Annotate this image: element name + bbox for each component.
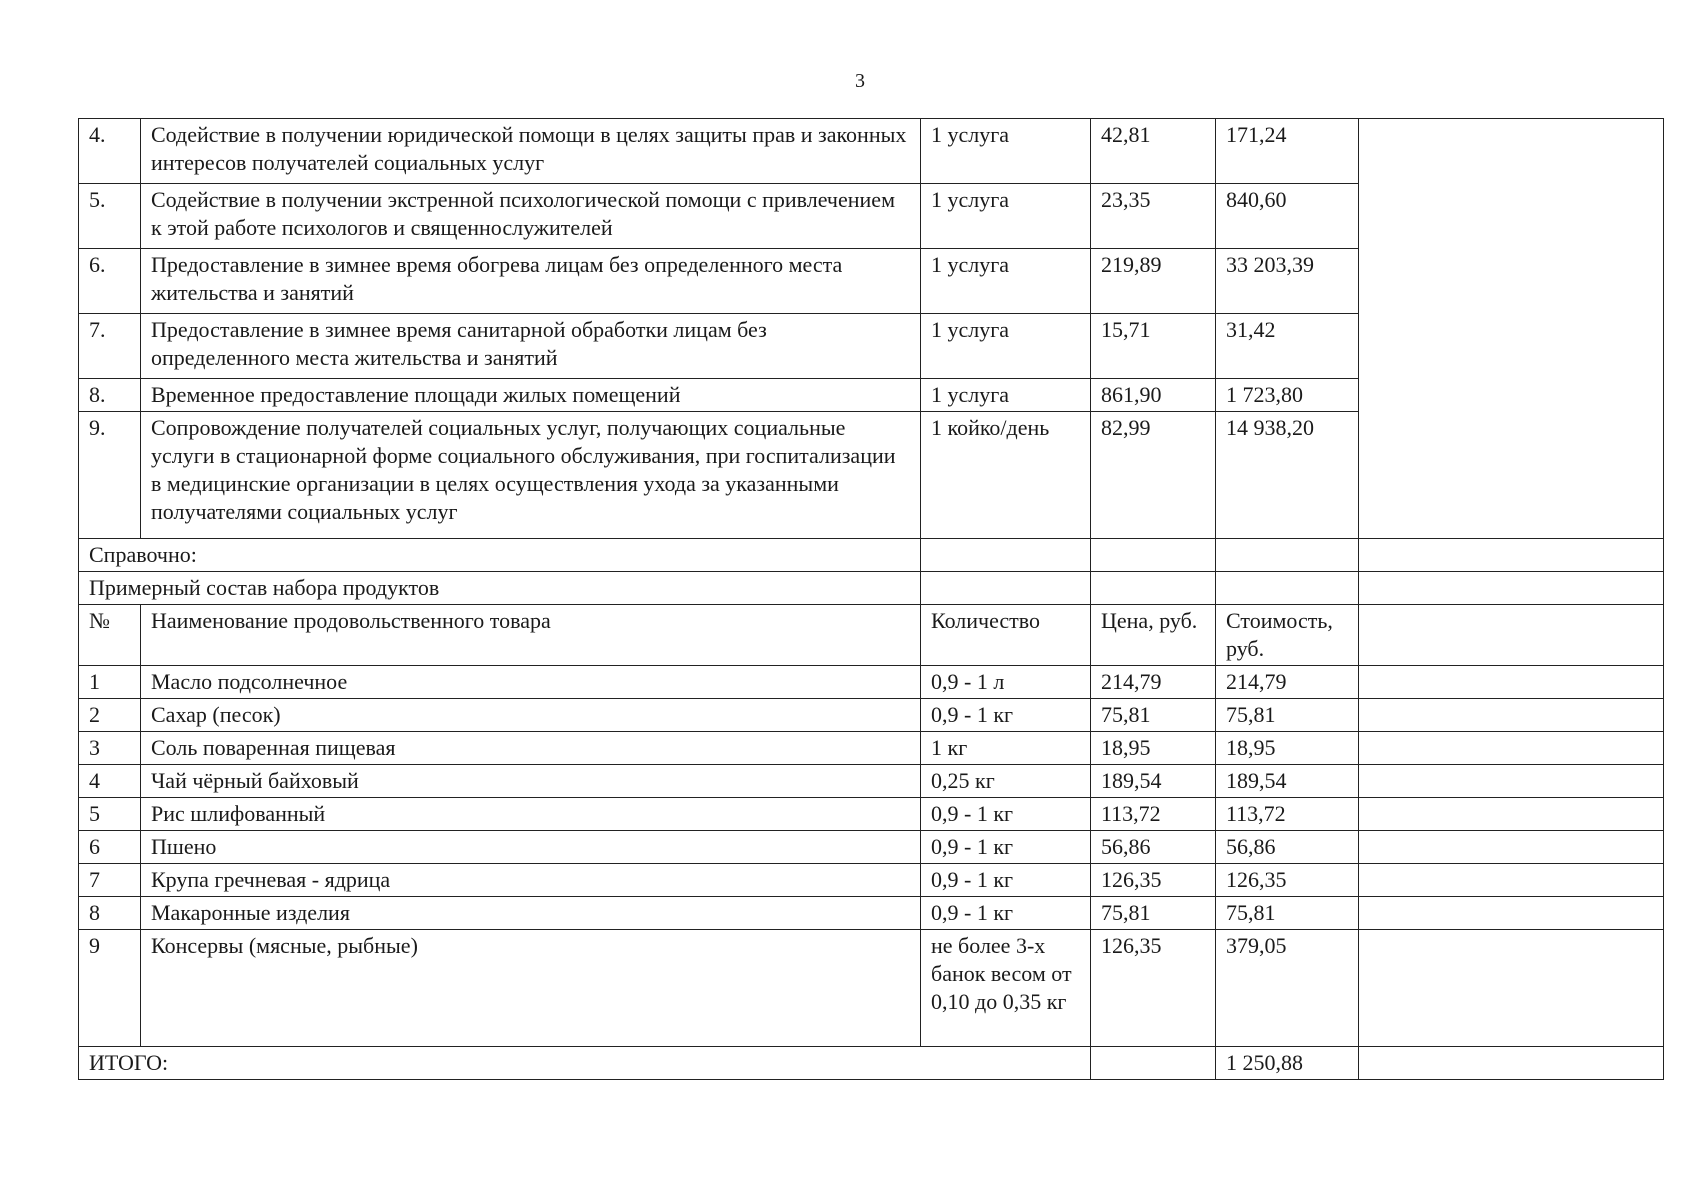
food-set-title-row [79,572,1664,605]
food-header-row [79,605,1664,666]
food-qty: 0,9 - 1 кг [921,831,1091,864]
service-cost: 33 203,39 [1216,249,1359,314]
services-table [78,118,1664,1080]
food-set-title: Примерный состав набора продуктов [79,572,921,605]
food-qty: 0,9 - 1 кг [921,798,1091,831]
service-row [79,119,1664,184]
empty-cell [1359,732,1664,765]
food-row [79,765,1664,798]
food-price: 75,81 [1091,699,1216,732]
service-name: Предоставление в зимнее время обогрева лицам без определенного места жительства и занятий [141,249,921,314]
food-row [79,666,1664,699]
food-name: Макаронные изделия [141,897,921,930]
food-name: Чай чёрный байховый [141,765,921,798]
empty-cell [1091,539,1216,572]
service-unit: 1 услуга [921,119,1091,184]
food-price: 56,86 [1091,831,1216,864]
empty-cell [1359,1047,1664,1080]
empty-cell [1091,1047,1216,1080]
service-number: 4. [79,119,141,184]
empty-cell [921,572,1091,605]
empty-cell [921,539,1091,572]
service-cost: 840,60 [1216,184,1359,249]
food-cost: 189,54 [1216,765,1359,798]
empty-cell [1359,605,1664,666]
reference-row [79,539,1664,572]
total-row [79,1047,1664,1080]
reference-label: Справочно: [79,539,921,572]
empty-cell [1359,798,1664,831]
service-price: 42,81 [1091,119,1216,184]
service-name: Временное предоставление площади жилых помещений [141,379,921,412]
blank-column [1359,119,1664,539]
service-cost: 31,42 [1216,314,1359,379]
food-price: 126,35 [1091,930,1216,1047]
food-cost: 75,81 [1216,897,1359,930]
food-row [79,864,1664,897]
service-cost: 1 723,80 [1216,379,1359,412]
empty-cell [1359,572,1664,605]
service-number: 7. [79,314,141,379]
service-price: 219,89 [1091,249,1216,314]
food-qty: не более 3-х банок весом от 0,10 до 0,35 кг [921,930,1091,1047]
empty-cell [1216,572,1359,605]
food-qty: 0,9 - 1 кг [921,699,1091,732]
food-name: Рис шлифованный [141,798,921,831]
food-row [79,831,1664,864]
food-number: 9 [79,930,141,1047]
food-number: 8 [79,897,141,930]
food-number: 5 [79,798,141,831]
service-price: 861,90 [1091,379,1216,412]
food-cost: 379,05 [1216,930,1359,1047]
service-unit: 1 услуга [921,314,1091,379]
header-number: № [79,605,141,666]
empty-cell [1216,539,1359,572]
food-number: 6 [79,831,141,864]
service-number: 8. [79,379,141,412]
food-qty: 0,9 - 1 кг [921,864,1091,897]
empty-cell [1359,930,1664,1047]
food-qty: 0,9 - 1 л [921,666,1091,699]
food-price: 126,35 [1091,864,1216,897]
page-number: 3 [855,70,865,92]
food-number: 2 [79,699,141,732]
food-price: 214,79 [1091,666,1216,699]
total-cost: 1 250,88 [1216,1047,1359,1080]
food-number: 4 [79,765,141,798]
service-cost: 14 938,20 [1216,412,1359,539]
empty-cell [1359,831,1664,864]
service-unit: 1 услуга [921,184,1091,249]
service-name: Сопровождение получателей социальных услуг, получающих социальные услуги в стационарной форме социального обслуживания, при госпитализации в медицинские организации в целях осуществления ухода за указанными получателями социальных услуг [141,412,921,539]
food-row [79,897,1664,930]
food-price: 75,81 [1091,897,1216,930]
food-name: Пшено [141,831,921,864]
service-name: Содействие в получении экстренной психологической помощи с привлечением к этой работе психологов и священнослужителей [141,184,921,249]
service-number: 5. [79,184,141,249]
service-number: 6. [79,249,141,314]
food-number: 3 [79,732,141,765]
food-cost: 126,35 [1216,864,1359,897]
food-name: Масло подсолнечное [141,666,921,699]
food-name: Сахар (песок) [141,699,921,732]
food-cost: 113,72 [1216,798,1359,831]
food-number: 7 [79,864,141,897]
service-cost: 171,24 [1216,119,1359,184]
food-cost: 75,81 [1216,699,1359,732]
food-number: 1 [79,666,141,699]
food-row [79,732,1664,765]
service-name: Предоставление в зимнее время санитарной обработки лицам без определенного места жительства и занятий [141,314,921,379]
food-qty: 1 кг [921,732,1091,765]
food-name: Соль поваренная пищевая [141,732,921,765]
service-unit: 1 койко/день [921,412,1091,539]
empty-cell [1359,864,1664,897]
food-name: Консервы (мясные, рыбные) [141,930,921,1047]
header-price: Цена, руб. [1091,605,1216,666]
food-row [79,798,1664,831]
food-cost: 18,95 [1216,732,1359,765]
food-row [79,930,1664,1047]
header-cost: Стоимость, руб. [1216,605,1359,666]
total-label: ИТОГО: [79,1047,1091,1080]
empty-cell [1359,897,1664,930]
service-unit: 1 услуга [921,379,1091,412]
service-price: 82,99 [1091,412,1216,539]
empty-cell [1091,572,1216,605]
header-qty: Количество [921,605,1091,666]
empty-cell [1359,765,1664,798]
empty-cell [1359,539,1664,572]
food-row [79,699,1664,732]
service-number: 9. [79,412,141,539]
food-price: 113,72 [1091,798,1216,831]
food-price: 18,95 [1091,732,1216,765]
empty-cell [1359,699,1664,732]
food-name: Крупа гречневая - ядрица [141,864,921,897]
food-price: 189,54 [1091,765,1216,798]
service-price: 15,71 [1091,314,1216,379]
service-price: 23,35 [1091,184,1216,249]
empty-cell [1359,666,1664,699]
food-cost: 214,79 [1216,666,1359,699]
service-unit: 1 услуга [921,249,1091,314]
food-qty: 0,25 кг [921,765,1091,798]
header-name: Наименование продовольственного товара [141,605,921,666]
service-name: Содействие в получении юридической помощи в целях защиты прав и законных интересов получателей социальных услуг [141,119,921,184]
food-qty: 0,9 - 1 кг [921,897,1091,930]
food-cost: 56,86 [1216,831,1359,864]
